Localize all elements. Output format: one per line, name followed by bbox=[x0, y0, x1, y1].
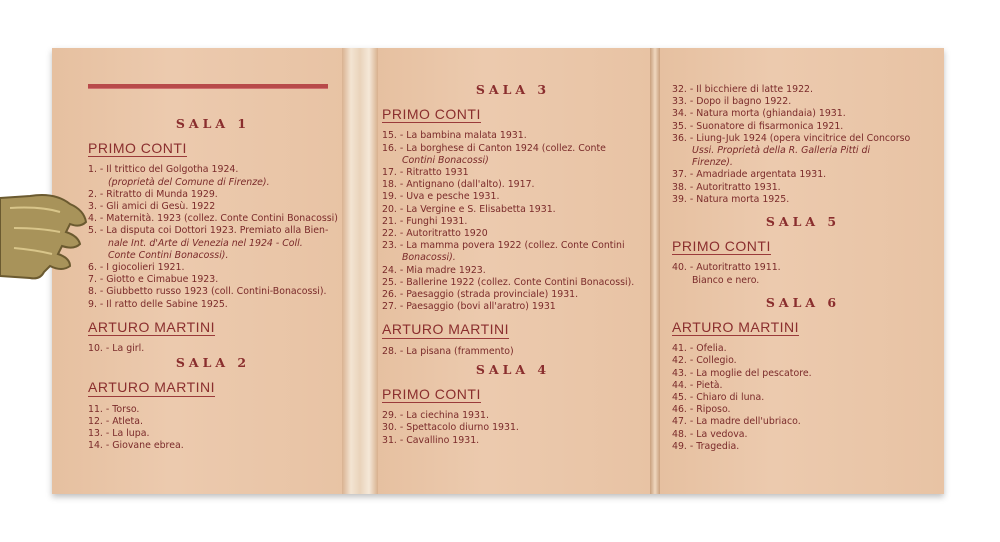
catalog-entry: 17. - Ritratto 1931 bbox=[382, 167, 469, 179]
catalog-entry: 41. - Ofelia. bbox=[672, 343, 727, 355]
catalog-entry: 38. - Autoritratto 1931. bbox=[672, 181, 781, 193]
catalog-list bbox=[672, 343, 934, 453]
catalog-list bbox=[382, 346, 644, 358]
catalog-entry: 2. - Ritratto di Munda 1929. bbox=[88, 188, 218, 200]
brass-hand-clip bbox=[0, 188, 90, 288]
catalog-entry: 7. - Giotto e Cimabue 1923. bbox=[88, 274, 219, 286]
catalog-entry: 21. - Funghi 1931. bbox=[382, 215, 468, 227]
catalog-list bbox=[88, 343, 338, 355]
catalog-entry: 5. - La disputa coi Dottori 1923. Premiato alla Bien- bbox=[88, 225, 329, 237]
spine-fold bbox=[342, 48, 378, 494]
artist-heading: ARTURO MARTINI bbox=[382, 321, 510, 338]
catalog-list bbox=[88, 404, 338, 453]
catalog-entry: 15. - La bambina malata 1931. bbox=[382, 130, 527, 142]
catalog-entry: 4. - Maternità. 1923 (collez. Conte Contini Bonacossi) bbox=[88, 213, 338, 225]
sala-4-heading: SALA 4 bbox=[475, 361, 551, 377]
page3-content bbox=[672, 84, 934, 453]
catalog-entry: 39. - Natura morta 1925. bbox=[672, 193, 790, 205]
catalog-entry: nale Int. d'Arte di Venezia nel 1924 - Coll. bbox=[108, 237, 303, 249]
catalog-list bbox=[672, 84, 934, 206]
catalog-entry: Conte Contini Bonacossi). bbox=[108, 249, 229, 261]
catalog-entry: Contini Bonacossi) bbox=[402, 154, 489, 166]
catalog-entry: 1. - Il trittico del Golgotha 1924. bbox=[88, 164, 239, 176]
artist-heading: PRIMO CONTI bbox=[672, 238, 771, 255]
catalog-entry: 27. - Paesaggio (bovi all'aratro) 1931 bbox=[382, 301, 556, 313]
catalog-entry: 46. - Riposo. bbox=[672, 404, 731, 416]
sala-5-heading: SALA 5 bbox=[765, 214, 841, 230]
second-fold bbox=[650, 48, 660, 494]
catalog-entry: 24. - Mia madre 1923. bbox=[382, 264, 486, 276]
catalog-entry: 28. - La pisana (frammento) bbox=[382, 345, 514, 357]
sala-3-heading: SALA 3 bbox=[475, 82, 551, 97]
sala-1-heading: SALA 1 bbox=[175, 116, 251, 131]
catalog-entry: (proprietà del Comune di Firenze). bbox=[108, 176, 270, 188]
artist-heading: ARTURO MARTINI bbox=[88, 318, 216, 335]
sala-6-heading: SALA 6 bbox=[765, 294, 841, 310]
catalog-entry: 10. - La girl. bbox=[88, 343, 145, 355]
catalog-entry: 47. - La madre dell'ubriaco. bbox=[672, 416, 801, 428]
booklet bbox=[52, 48, 944, 494]
catalog-entry: 8. - Giubbetto russo 1923 (coll. Contini-Bonacossi). bbox=[88, 286, 327, 298]
catalog-entry: 22. - Autoritratto 1920 bbox=[382, 228, 488, 240]
catalog-entry: Bianco e nero. bbox=[692, 274, 760, 286]
catalog-entry: 14. - Giovane ebrea. bbox=[88, 440, 184, 452]
catalog-entry: 16. - La borghese di Canton 1924 (collez. Conte bbox=[382, 142, 606, 154]
catalog-entry: Ussi. Proprietà della R. Galleria Pitti di bbox=[692, 145, 871, 157]
artist-heading: ARTURO MARTINI bbox=[672, 319, 800, 336]
catalog-entry: 19. - Uva e pesche 1931. bbox=[382, 191, 500, 203]
catalog-entry: 35. - Suonatore di fisarmonica 1921. bbox=[672, 120, 844, 132]
catalog-list bbox=[382, 130, 644, 313]
page1-content bbox=[88, 114, 338, 452]
sala-2-heading: SALA 2 bbox=[175, 355, 251, 371]
artist-heading: PRIMO CONTI bbox=[382, 106, 481, 123]
catalog-entry: 43. - La moglie del pescatore. bbox=[672, 367, 812, 379]
catalog-entry: 18. - Antignano (dall'alto). 1917. bbox=[382, 179, 535, 191]
catalog-entry: 31. - Cavallino 1931. bbox=[382, 434, 480, 446]
catalog-entry: 6. - I giocolieri 1921. bbox=[88, 262, 185, 274]
catalog-entry: 36. - Liung-Juk 1924 (opera vincitrice del Concorso bbox=[672, 132, 911, 144]
artist-heading: PRIMO CONTI bbox=[382, 386, 481, 403]
catalog-list bbox=[382, 410, 644, 447]
catalog-entry: 26. - Paesaggio (strada provinciale) 1931. bbox=[382, 289, 579, 301]
catalog-entry: 33. - Dopo il bagno 1922. bbox=[672, 96, 792, 108]
catalog-list bbox=[88, 164, 338, 310]
catalog-entry: 30. - Spettacolo diurno 1931. bbox=[382, 422, 519, 434]
catalog-entry: 13. - La lupa. bbox=[88, 428, 150, 440]
catalog-entry: 44. - Pietà. bbox=[672, 379, 723, 391]
artist-heading: PRIMO CONTI bbox=[88, 140, 187, 157]
catalog-entry: 25. - Ballerine 1922 (collez. Conte Contini Bonacossi). bbox=[382, 276, 635, 288]
catalog-entry: 3. - Gli amici di Gesù. 1922 bbox=[88, 201, 216, 213]
artist-heading: ARTURO MARTINI bbox=[88, 379, 216, 396]
catalog-entry: 34. - Natura morta (ghiandaia) 1931. bbox=[672, 108, 846, 120]
page2-content bbox=[382, 80, 644, 447]
catalog-entry: Firenze). bbox=[692, 157, 733, 169]
catalog-entry: 29. - La ciechina 1931. bbox=[382, 410, 489, 422]
red-rule bbox=[88, 84, 328, 89]
catalog-entry: 23. - La mamma povera 1922 (collez. Conte Contini bbox=[382, 240, 625, 252]
catalog-entry: 32. - Il bicchiere di latte 1922. bbox=[672, 84, 814, 95]
catalog-list bbox=[672, 262, 934, 286]
catalog-entry: 9. - Il ratto delle Sabine 1925. bbox=[88, 298, 228, 310]
catalog-entry: 42. - Collegio. bbox=[672, 355, 737, 367]
catalog-entry: 11. - Torso. bbox=[88, 403, 140, 415]
catalog-entry: 37. - Amadriade argentata 1931. bbox=[672, 169, 827, 181]
catalog-entry: 45. - Chiaro di luna. bbox=[672, 392, 765, 404]
catalog-entry: 12. - Atleta. bbox=[88, 415, 143, 427]
catalog-entry: Bonacossi). bbox=[402, 252, 456, 264]
catalog-entry: 48. - La vedova. bbox=[672, 428, 748, 440]
catalog-entry: 49. - Tragedia. bbox=[672, 440, 740, 452]
catalog-entry: 40. - Autoritratto 1911. bbox=[672, 262, 781, 274]
catalog-entry: 20. - La Vergine e S. Elisabetta 1931. bbox=[382, 203, 556, 215]
